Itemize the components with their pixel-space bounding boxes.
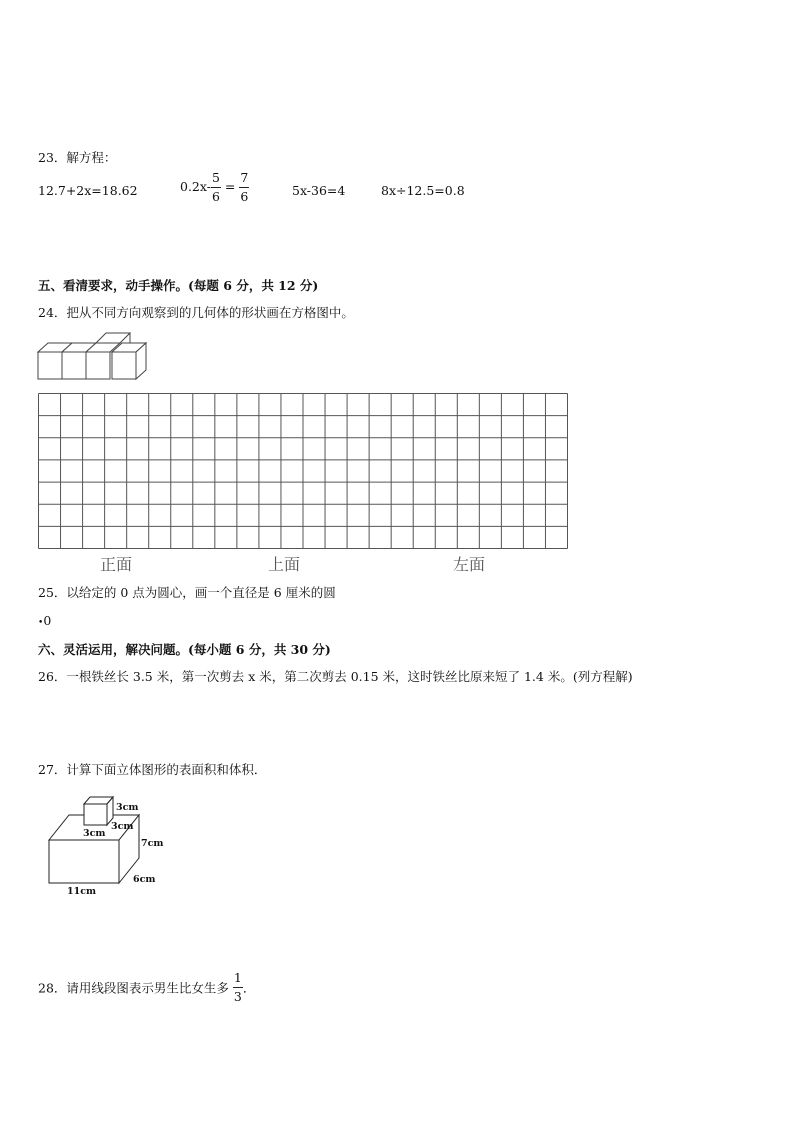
q24-title: 24．把从不同方向观察到的几何体的形状画在方格图中。 <box>38 305 354 320</box>
q28-suffix: ． <box>242 980 256 996</box>
fraction-1-3 <box>233 972 243 1003</box>
square-grid[interactable] <box>38 393 568 549</box>
q23-title: 23．解方程： <box>38 150 117 165</box>
equals-sign: = <box>224 179 236 194</box>
q28-prefix: 28．请用线段图表示男生比女生多 <box>38 980 229 996</box>
fraction-denominator: 6 <box>240 188 249 204</box>
dim-big-width: 11cm <box>67 886 97 897</box>
dim-small-height: 3cm <box>116 802 139 813</box>
q25-title: 25．以给定的 0 点为圆心，画一个直径是 6 厘米的圆 <box>38 585 336 600</box>
dim-small-depth: 3cm <box>111 821 134 832</box>
fraction-denominator: 3 <box>233 988 242 1004</box>
equation-1: 12.7+2x=18.62 <box>38 183 138 198</box>
equation-3: 5x-36=4 <box>292 183 346 198</box>
label-front: 正面 <box>100 555 133 574</box>
dim-big-depth: 6cm <box>133 874 156 885</box>
fraction-7-6 <box>239 172 249 203</box>
equation-4: 8x÷12.5=0.8 <box>381 183 465 198</box>
center-point-label: 0 <box>43 613 52 628</box>
label-top: 上面 <box>268 555 301 574</box>
equation-2-prefix: 0.2x- <box>180 179 211 194</box>
label-left: 左面 <box>453 555 486 574</box>
fraction-numerator: 1 <box>233 972 243 988</box>
fraction-numerator: 5 <box>211 172 221 188</box>
cube-figure <box>36 328 156 383</box>
section-5-heading: 五、看清要求，动手操作。(每题 6 分，共 12 分) <box>38 278 319 293</box>
fraction-5-6 <box>211 172 221 203</box>
q27-title: 27．计算下面立体图形的表面积和体积． <box>38 762 267 777</box>
fraction-denominator: 6 <box>211 188 220 204</box>
dim-big-height: 7cm <box>141 838 164 849</box>
equation-2 <box>180 172 249 203</box>
dim-small-width: 3cm <box>83 828 106 839</box>
cuboid-figure <box>40 790 170 900</box>
q28-text <box>38 972 255 1003</box>
dot-icon: • <box>38 618 44 628</box>
fraction-numerator: 7 <box>239 172 249 188</box>
section-6-heading: 六、灵活运用，解决问题。(每小题 6 分，共 30 分) <box>38 642 331 657</box>
center-point <box>38 613 51 628</box>
q26-text: 26．一根铁丝长 3.5 米，第一次剪去 x 米，第二次剪去 0.15 米，这时铁丝比原来短了 1.4 米。(列方程解) <box>38 669 633 684</box>
